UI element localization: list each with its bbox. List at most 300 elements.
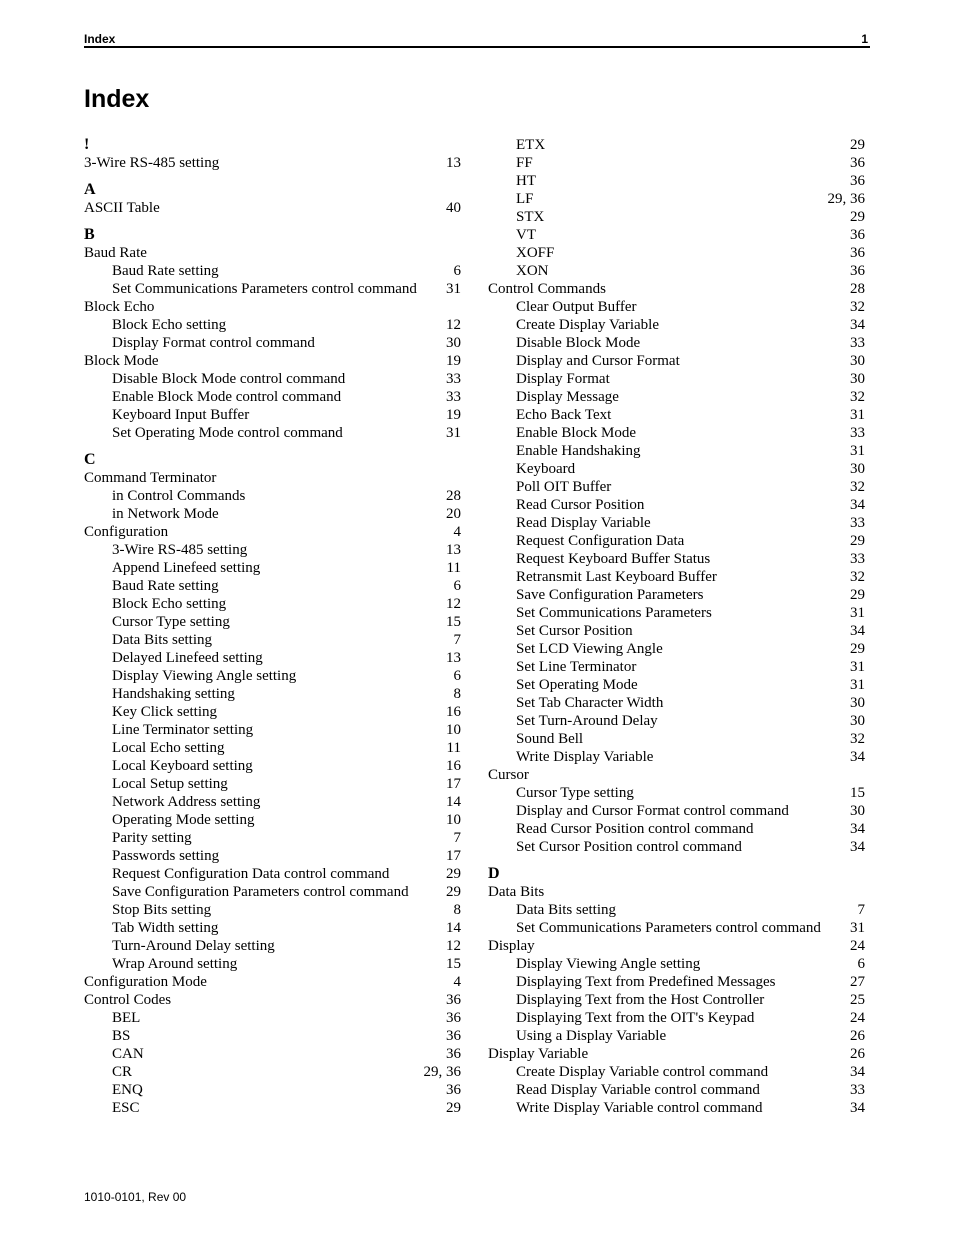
entry-term: CAN <box>112 1046 144 1062</box>
entry-page-number: 25 <box>850 992 865 1008</box>
entry-term: Turn-Around Delay setting <box>112 938 275 954</box>
index-subentry <box>84 280 461 298</box>
index-subentry <box>488 262 865 280</box>
entry-term: Displaying Text from the OIT's Keypad <box>516 1010 755 1026</box>
entry-term: Request Keyboard Buffer Status <box>516 551 711 567</box>
index-subentry <box>488 208 865 226</box>
document-id-footer: 1010-0101, Rev 00 <box>84 1190 187 1204</box>
index-subentry <box>488 154 865 172</box>
entry-page-number: 34 <box>850 1064 865 1080</box>
index-subentry <box>488 496 865 514</box>
index-subentry <box>488 694 865 712</box>
index-subentry <box>488 352 865 370</box>
index-subentry <box>84 649 461 667</box>
entry-term: Line Terminator setting <box>112 722 254 738</box>
entry-page-number: 12 <box>446 317 461 333</box>
entry-page-number: 30 <box>850 353 865 369</box>
entry-term: Set Turn-Around Delay <box>516 713 658 729</box>
entry-page-number: 34 <box>850 623 865 639</box>
entry-term: ASCII Table <box>84 200 160 216</box>
index-subentry <box>84 370 461 388</box>
index-subentry <box>84 316 461 334</box>
entry-term: Create Display Variable control command <box>516 1064 769 1080</box>
entry-page-number: 33 <box>850 515 865 531</box>
entry-term: Cursor Type setting <box>516 785 634 801</box>
entry-page-number: 19 <box>446 407 461 423</box>
entry-page-number: 34 <box>850 317 865 333</box>
entry-term: ENQ <box>112 1082 143 1098</box>
entry-page-number: 12 <box>446 596 461 612</box>
entry-page-number: 31 <box>850 659 865 675</box>
index-entry <box>84 298 461 316</box>
entry-page-number: 31 <box>850 920 865 936</box>
entry-page-number: 33 <box>850 425 865 441</box>
entry-page-number: 27 <box>850 974 865 990</box>
entry-page-number: 36 <box>850 227 865 243</box>
index-entry <box>84 523 461 541</box>
entry-term: Display and Cursor Format control command <box>516 803 789 819</box>
entry-term: Set Operating Mode <box>516 677 638 693</box>
entry-page-number: 10 <box>446 812 461 828</box>
index-subentry <box>84 883 461 901</box>
entry-term: Block Mode <box>84 353 159 369</box>
index-subentry <box>84 937 461 955</box>
index-subentry <box>488 136 865 154</box>
entry-page-number: 30 <box>850 461 865 477</box>
entry-term: CR <box>112 1064 133 1080</box>
page-title: Index <box>84 85 150 113</box>
index-entry <box>488 937 865 955</box>
entry-term: Display <box>488 938 535 954</box>
index-subentry <box>84 505 461 523</box>
index-subentry <box>488 1009 865 1027</box>
index-letter-heading <box>488 865 865 883</box>
entry-term: 3-Wire RS-485 setting <box>112 542 248 558</box>
index-subentry <box>84 406 461 424</box>
entry-page-number: 34 <box>850 497 865 513</box>
entry-page-number: 33 <box>850 1082 865 1098</box>
entry-term: Keyboard Input Buffer <box>112 407 250 423</box>
entry-page-number: 14 <box>446 794 461 810</box>
index-subentry <box>488 955 865 973</box>
entry-page-number: 31 <box>446 281 461 297</box>
entry-page-number: 6 <box>453 578 461 594</box>
index-subentry <box>488 568 865 586</box>
index-entry <box>488 1045 865 1063</box>
entry-term: Set Operating Mode control command <box>112 425 343 441</box>
entry-term: Cursor Type setting <box>112 614 230 630</box>
index-subentry <box>84 865 461 883</box>
entry-page-number: 36 <box>850 173 865 189</box>
entry-page-number: 34 <box>850 839 865 855</box>
entry-page-number: 31 <box>850 677 865 693</box>
entry-page-number: 33 <box>850 551 865 567</box>
entry-term: Key Click setting <box>112 704 217 720</box>
entry-term: Displaying Text from the Host Controller <box>516 992 765 1008</box>
entry-term: Enable Block Mode control command <box>112 389 342 405</box>
entry-page-number: 30 <box>446 335 461 351</box>
index-subentry <box>488 676 865 694</box>
index-subentry <box>488 1063 865 1081</box>
entry-page-number: 28 <box>850 281 865 297</box>
entry-term: BS <box>112 1028 131 1044</box>
entry-page-number: 32 <box>850 731 865 747</box>
entry-page-number: 36 <box>446 1028 461 1044</box>
entry-page-number: 31 <box>850 407 865 423</box>
entry-term: Display and Cursor Format <box>516 353 680 369</box>
entry-page-number: 36 <box>446 1010 461 1026</box>
entry-page-number: 16 <box>446 704 461 720</box>
entry-term: Configuration Mode <box>84 974 207 990</box>
index-subentry <box>488 712 865 730</box>
entry-page-number: 30 <box>850 803 865 819</box>
entry-page-number: 36 <box>446 992 461 1008</box>
entry-term: Retransmit Last Keyboard Buffer <box>516 569 717 585</box>
entry-term: Baud Rate <box>84 245 147 261</box>
entry-term: Tab Width setting <box>112 920 219 936</box>
letter-heading-text: B <box>84 226 95 243</box>
entry-term: in Control Commands <box>112 488 246 504</box>
entry-page-number: 36 <box>446 1046 461 1062</box>
index-subentry <box>488 991 865 1009</box>
entry-page-number: 7 <box>453 830 461 846</box>
entry-term: XON <box>516 263 549 279</box>
entry-page-number: 36 <box>850 263 865 279</box>
letter-heading-text: A <box>84 181 96 198</box>
index-subentry <box>488 802 865 820</box>
index-subentry <box>84 631 461 649</box>
entry-term: Passwords setting <box>112 848 220 864</box>
letter-heading-text: D <box>488 865 500 882</box>
entry-term: in Network Mode <box>112 506 219 522</box>
entry-page-number: 6 <box>453 263 461 279</box>
index-subentry <box>488 334 865 352</box>
entry-term: Echo Back Text <box>516 407 612 423</box>
entry-page-number: 29 <box>850 533 865 549</box>
entry-page-number: 12 <box>446 938 461 954</box>
entry-page-number: 29 <box>446 866 461 882</box>
entry-page-number: 33 <box>446 389 461 405</box>
entry-term: Set Communications Parameters <box>516 605 712 621</box>
entry-page-number: 34 <box>850 1100 865 1116</box>
entry-term: Operating Mode setting <box>112 812 255 828</box>
entry-term: HT <box>516 173 536 189</box>
index-entry <box>84 199 461 217</box>
entry-term: Control Codes <box>84 992 172 1008</box>
index-subentry <box>84 541 461 559</box>
entry-term: Displaying Text from Predefined Messages <box>516 974 776 990</box>
index-subentry <box>84 757 461 775</box>
entry-page-number: 30 <box>850 371 865 387</box>
entry-term: Sound Bell <box>516 731 584 747</box>
entry-page-number: 8 <box>453 902 461 918</box>
entry-page-number: 29, 36 <box>423 1064 461 1080</box>
entry-term: Display Format control command <box>112 335 315 351</box>
index-subentry <box>488 532 865 550</box>
entry-term: Local Keyboard setting <box>112 758 253 774</box>
index-subentry <box>488 973 865 991</box>
index-subentry <box>488 424 865 442</box>
entry-term: Set Cursor Position <box>516 623 633 639</box>
entry-term: Block Echo setting <box>112 596 227 612</box>
entry-term: Enable Handshaking <box>516 443 641 459</box>
index-subentry <box>488 748 865 766</box>
entry-page-number: 28 <box>446 488 461 504</box>
index-letter-heading <box>84 451 461 469</box>
header-page-number: 1 <box>861 32 868 46</box>
entry-term: VT <box>516 227 536 243</box>
entry-term: Wrap Around setting <box>112 956 238 972</box>
entry-page-number: 29 <box>446 1100 461 1116</box>
index-subentry <box>84 388 461 406</box>
entry-term: Display Variable <box>488 1046 589 1062</box>
entry-page-number: 17 <box>446 776 461 792</box>
index-subentry <box>488 838 865 856</box>
index-subentry <box>488 730 865 748</box>
index-subentry <box>488 820 865 838</box>
index-subentry <box>84 1063 461 1081</box>
entry-page-number: 29, 36 <box>827 191 865 207</box>
entry-page-number: 4 <box>453 524 461 540</box>
index-subentry <box>84 262 461 280</box>
entry-page-number: 29 <box>850 641 865 657</box>
index-subentry <box>84 1099 461 1117</box>
entry-term: Control Commands <box>488 281 606 297</box>
index-subentry <box>84 1009 461 1027</box>
entry-page-number: 7 <box>857 902 865 918</box>
entry-page-number: 29 <box>850 209 865 225</box>
index-subentry <box>84 847 461 865</box>
index-subentry <box>84 424 461 442</box>
entry-page-number: 16 <box>446 758 461 774</box>
entry-term: STX <box>516 209 545 225</box>
index-subentry <box>488 460 865 478</box>
entry-page-number: 30 <box>850 713 865 729</box>
index-subentry <box>84 685 461 703</box>
entry-page-number: 34 <box>850 821 865 837</box>
entry-term: Baud Rate setting <box>112 578 219 594</box>
entry-page-number: 40 <box>446 200 461 216</box>
index-subentry <box>488 784 865 802</box>
entry-page-number: 24 <box>850 938 865 954</box>
entry-page-number: 15 <box>446 614 461 630</box>
index-column-right <box>488 136 865 1117</box>
entry-term: Write Display Variable control command <box>516 1100 763 1116</box>
entry-term: Clear Output Buffer <box>516 299 637 315</box>
index-entry <box>488 766 865 784</box>
entry-page-number: 29 <box>850 137 865 153</box>
index-subentry <box>488 919 865 937</box>
index-subentry <box>84 1045 461 1063</box>
entry-term: Delayed Linefeed setting <box>112 650 263 666</box>
index-subentry <box>84 955 461 973</box>
entry-term: Stop Bits setting <box>112 902 212 918</box>
entry-page-number: 32 <box>850 389 865 405</box>
page-header <box>84 31 870 48</box>
entry-term: Read Cursor Position control command <box>516 821 754 837</box>
entry-term: 3-Wire RS-485 setting <box>84 155 220 171</box>
index-subentry <box>488 172 865 190</box>
index-subentry <box>488 316 865 334</box>
index-entry <box>84 991 461 1009</box>
entry-term: Disable Block Mode control command <box>112 371 346 387</box>
entry-page-number: 33 <box>850 335 865 351</box>
entry-term: Configuration <box>84 524 169 540</box>
index-subentry <box>488 298 865 316</box>
entry-term: Display Message <box>516 389 619 405</box>
entry-term: Poll OIT Buffer <box>516 479 612 495</box>
entry-page-number: 15 <box>446 956 461 972</box>
index-subentry <box>488 370 865 388</box>
index-entry <box>84 154 461 172</box>
index-entry <box>488 883 865 901</box>
index-subentry <box>84 829 461 847</box>
index-subentry <box>84 811 461 829</box>
index-letter-heading <box>84 181 461 199</box>
header-section-label: Index <box>84 32 116 46</box>
entry-term: Create Display Variable <box>516 317 660 333</box>
index-subentry <box>488 1099 865 1117</box>
entry-term: FF <box>516 155 533 171</box>
entry-term: Enable Block Mode <box>516 425 636 441</box>
index-subentry <box>488 1027 865 1045</box>
index-subentry <box>488 406 865 424</box>
index-subentry <box>488 190 865 208</box>
index-subentry <box>84 334 461 352</box>
index-entry <box>84 352 461 370</box>
entry-page-number: 17 <box>446 848 461 864</box>
entry-term: Request Configuration Data <box>516 533 685 549</box>
entry-page-number: 33 <box>446 371 461 387</box>
entry-page-number: 10 <box>446 722 461 738</box>
entry-page-number: 13 <box>446 650 461 666</box>
index-subentry <box>84 721 461 739</box>
letter-heading-text: C <box>84 451 96 468</box>
index-subentry <box>488 622 865 640</box>
entry-term: Data Bits setting <box>112 632 212 648</box>
entry-page-number: 11 <box>446 560 461 576</box>
entry-term: ETX <box>516 137 546 153</box>
entry-page-number: 26 <box>850 1046 865 1062</box>
index-subentry <box>84 667 461 685</box>
index-subentry <box>84 901 461 919</box>
entry-page-number: 30 <box>850 695 865 711</box>
index-entry <box>84 469 461 487</box>
entry-page-number: 29 <box>850 587 865 603</box>
entry-page-number: 7 <box>453 632 461 648</box>
index-subentry <box>84 775 461 793</box>
index-subentry <box>488 550 865 568</box>
entry-term: Save Configuration Parameters control command <box>112 884 409 900</box>
entry-term: Display Viewing Angle setting <box>112 668 297 684</box>
index-subentry <box>488 442 865 460</box>
entry-term: Handshaking setting <box>112 686 235 702</box>
entry-term: Write Display Variable <box>516 749 654 765</box>
index-subentry <box>488 658 865 676</box>
index-subentry <box>84 1027 461 1045</box>
entry-term: Keyboard <box>516 461 576 477</box>
entry-term: Display Format <box>516 371 610 387</box>
entry-page-number: 24 <box>850 1010 865 1026</box>
entry-term: Set Cursor Position control command <box>516 839 742 855</box>
entry-term: Baud Rate setting <box>112 263 219 279</box>
index-letter-heading <box>84 136 461 154</box>
letter-heading-text: ! <box>84 136 90 153</box>
entry-page-number: 36 <box>446 1082 461 1098</box>
index-subentry <box>488 226 865 244</box>
entry-page-number: 31 <box>850 605 865 621</box>
index-subentry <box>84 577 461 595</box>
entry-term: Command Terminator <box>84 470 217 486</box>
entry-term: Read Cursor Position <box>516 497 645 513</box>
entry-page-number: 32 <box>850 569 865 585</box>
entry-page-number: 15 <box>850 785 865 801</box>
entry-term: Data Bits <box>488 884 545 900</box>
index-subentry <box>488 478 865 496</box>
entry-term: Request Configuration Data control command <box>112 866 390 882</box>
entry-term: Disable Block Mode <box>516 335 641 351</box>
entry-term: Save Configuration Parameters <box>516 587 704 603</box>
entry-page-number: 32 <box>850 299 865 315</box>
entry-page-number: 29 <box>446 884 461 900</box>
entry-page-number: 31 <box>446 425 461 441</box>
entry-term: Local Echo setting <box>112 740 225 756</box>
entry-term: Append Linefeed setting <box>112 560 261 576</box>
entry-page-number: 13 <box>446 155 461 171</box>
entry-term: ESC <box>112 1100 140 1116</box>
index-subentry <box>84 793 461 811</box>
index-subentry <box>84 703 461 721</box>
index-entry <box>488 280 865 298</box>
index-subentry <box>84 739 461 757</box>
entry-page-number: 36 <box>850 245 865 261</box>
entry-term: Set Communications Parameters control command <box>112 281 417 297</box>
index-subentry <box>488 388 865 406</box>
entry-page-number: 20 <box>446 506 461 522</box>
index-entry <box>84 244 461 262</box>
index-subentry <box>84 487 461 505</box>
entry-page-number: 4 <box>453 974 461 990</box>
entry-term: BEL <box>112 1010 141 1026</box>
entry-term: Block Echo setting <box>112 317 227 333</box>
entry-term: Block Echo <box>84 299 155 315</box>
entry-term: Set Communications Parameters control command <box>516 920 821 936</box>
index-subentry <box>84 559 461 577</box>
index-subentry <box>488 244 865 262</box>
entry-term: Read Display Variable <box>516 515 651 531</box>
entry-page-number: 19 <box>446 353 461 369</box>
entry-page-number: 13 <box>446 542 461 558</box>
index-subentry <box>488 604 865 622</box>
index-subentry <box>488 640 865 658</box>
entry-page-number: 14 <box>446 920 461 936</box>
entry-page-number: 11 <box>446 740 461 756</box>
index-letter-heading <box>84 226 461 244</box>
index-subentry <box>84 613 461 631</box>
entry-term: Set Line Terminator <box>516 659 637 675</box>
entry-page-number: 31 <box>850 443 865 459</box>
entry-term: Network Address setting <box>112 794 261 810</box>
entry-term: Read Display Variable control command <box>516 1082 760 1098</box>
entry-term: Set Tab Character Width <box>516 695 664 711</box>
index-subentry <box>488 514 865 532</box>
entry-page-number: 6 <box>857 956 865 972</box>
index-subentry <box>488 901 865 919</box>
index-subentry <box>84 919 461 937</box>
index-column-left <box>84 136 461 1117</box>
index-subentry <box>488 586 865 604</box>
entry-page-number: 32 <box>850 479 865 495</box>
